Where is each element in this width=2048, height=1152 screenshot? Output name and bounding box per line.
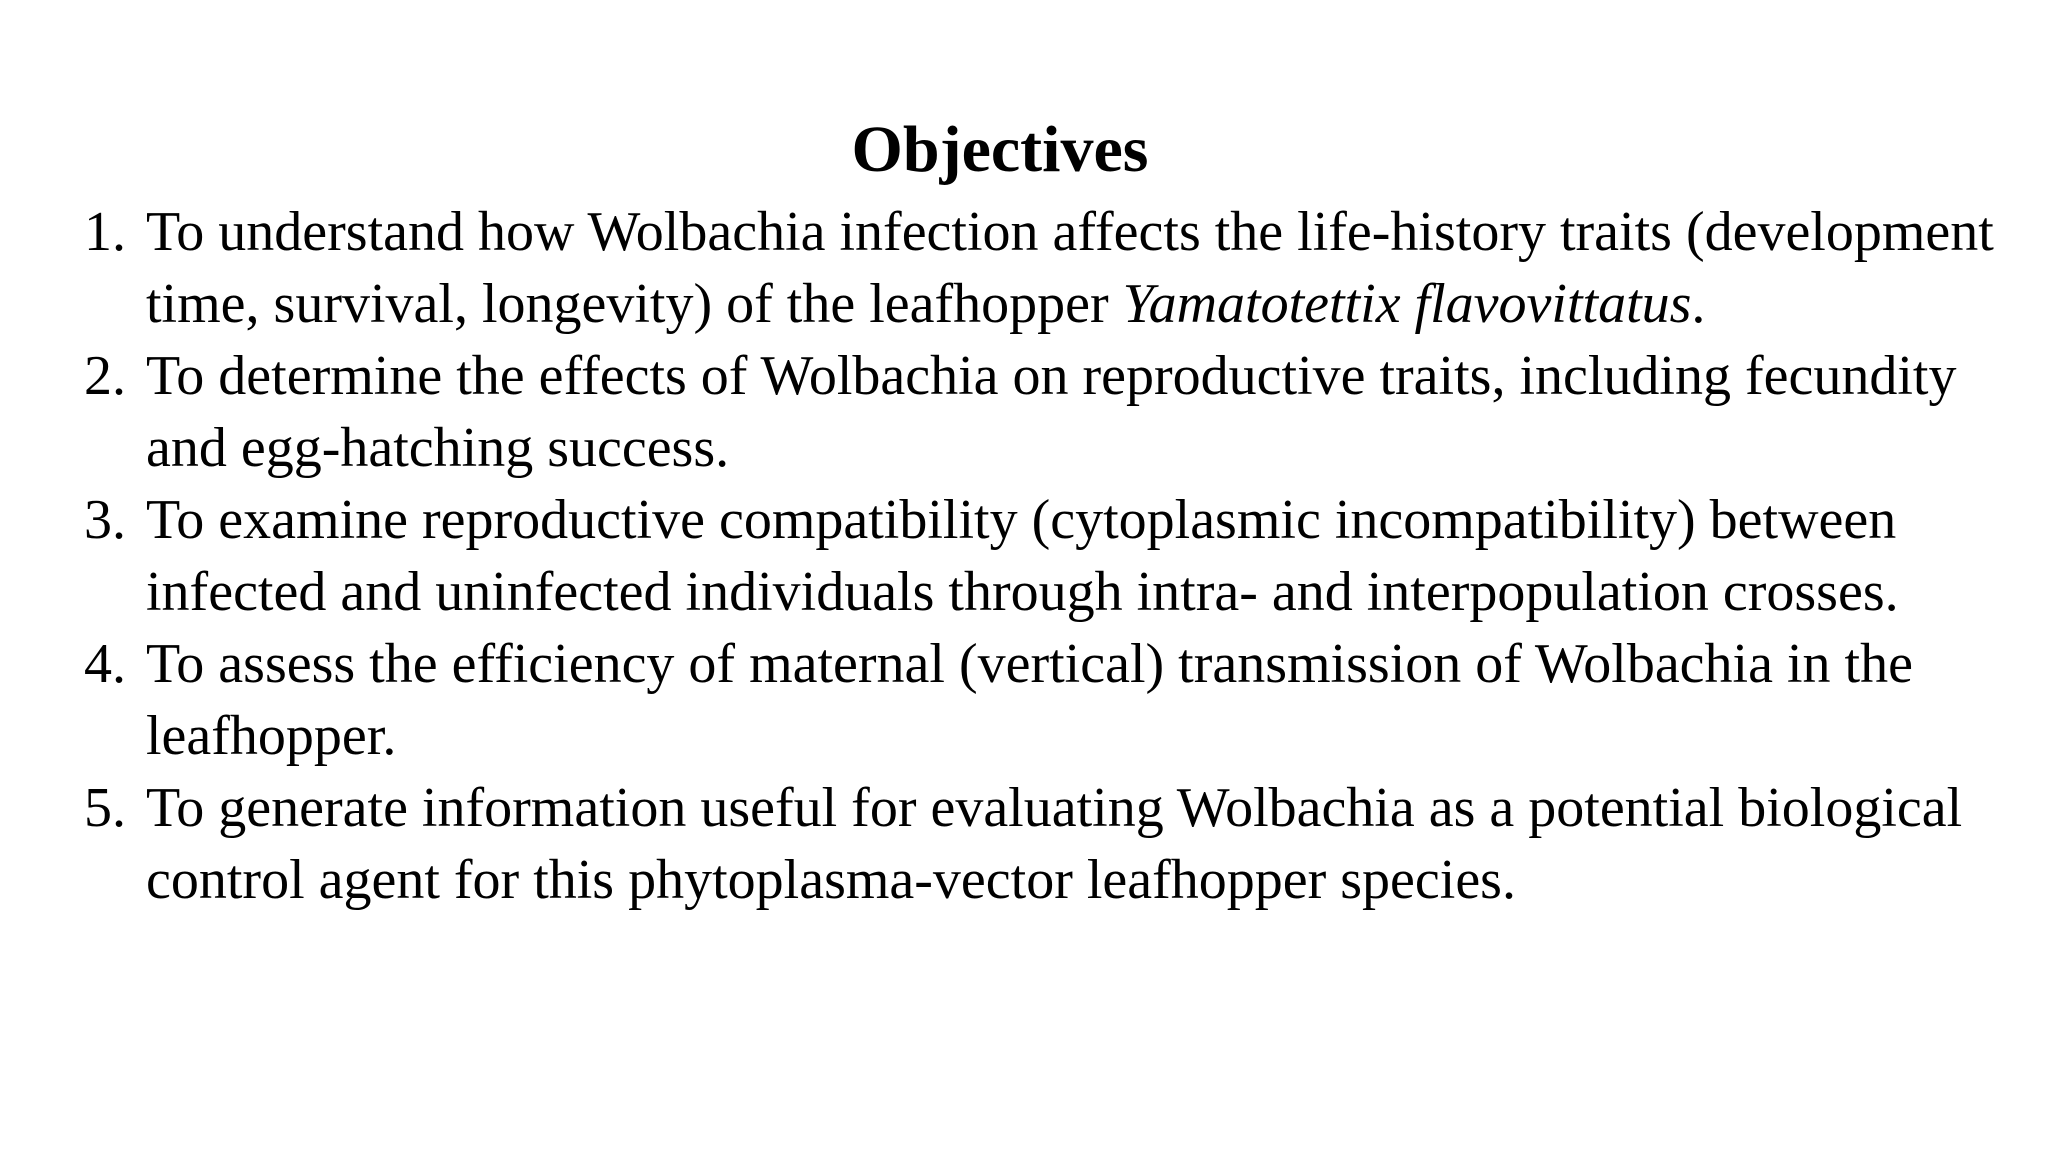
objective-text: To generate information useful for evaluating Wolbachia as a potential biological control agent for this phytoplasma-vector leafhopper species.: [146, 777, 1963, 911]
objective-item-4: [84, 628, 2034, 772]
objective-item-5: [84, 772, 2034, 916]
objective-text: [146, 196, 2034, 340]
objective-number: 3.: [84, 489, 126, 551]
objective-text: To examine reproductive compatibility (cytoplasmic incompatibility) between infected and uninfected individuals through intra- and interpopulation crosses.: [146, 489, 1899, 623]
objective-text-main: To understand how Wolbachia infection affects the life-history traits (development time, survival, longevity) of the leafhopper: [146, 201, 1994, 335]
objective-number: 2.: [84, 345, 126, 407]
objective-number: 1.: [84, 201, 126, 263]
objective-text: To assess the efficiency of maternal (vertical) transmission of Wolbachia in the leafhopper.: [146, 633, 1913, 767]
objective-text-end: .: [1691, 273, 1706, 335]
objective-number: 5.: [84, 777, 126, 839]
slide-title: Objectives: [851, 113, 1149, 186]
objective-number: 4.: [84, 633, 126, 695]
objective-item-3: [84, 484, 2034, 628]
objectives-list: [84, 196, 2034, 916]
objective-item-1: [84, 196, 2034, 340]
objective-item-2: [84, 340, 2034, 484]
species-name: Yamatotettix flavovittatus: [1122, 273, 1692, 335]
objective-text: To determine the effects of Wolbachia on reproductive traits, including fecundity and egg-hatching success.: [146, 345, 1957, 479]
